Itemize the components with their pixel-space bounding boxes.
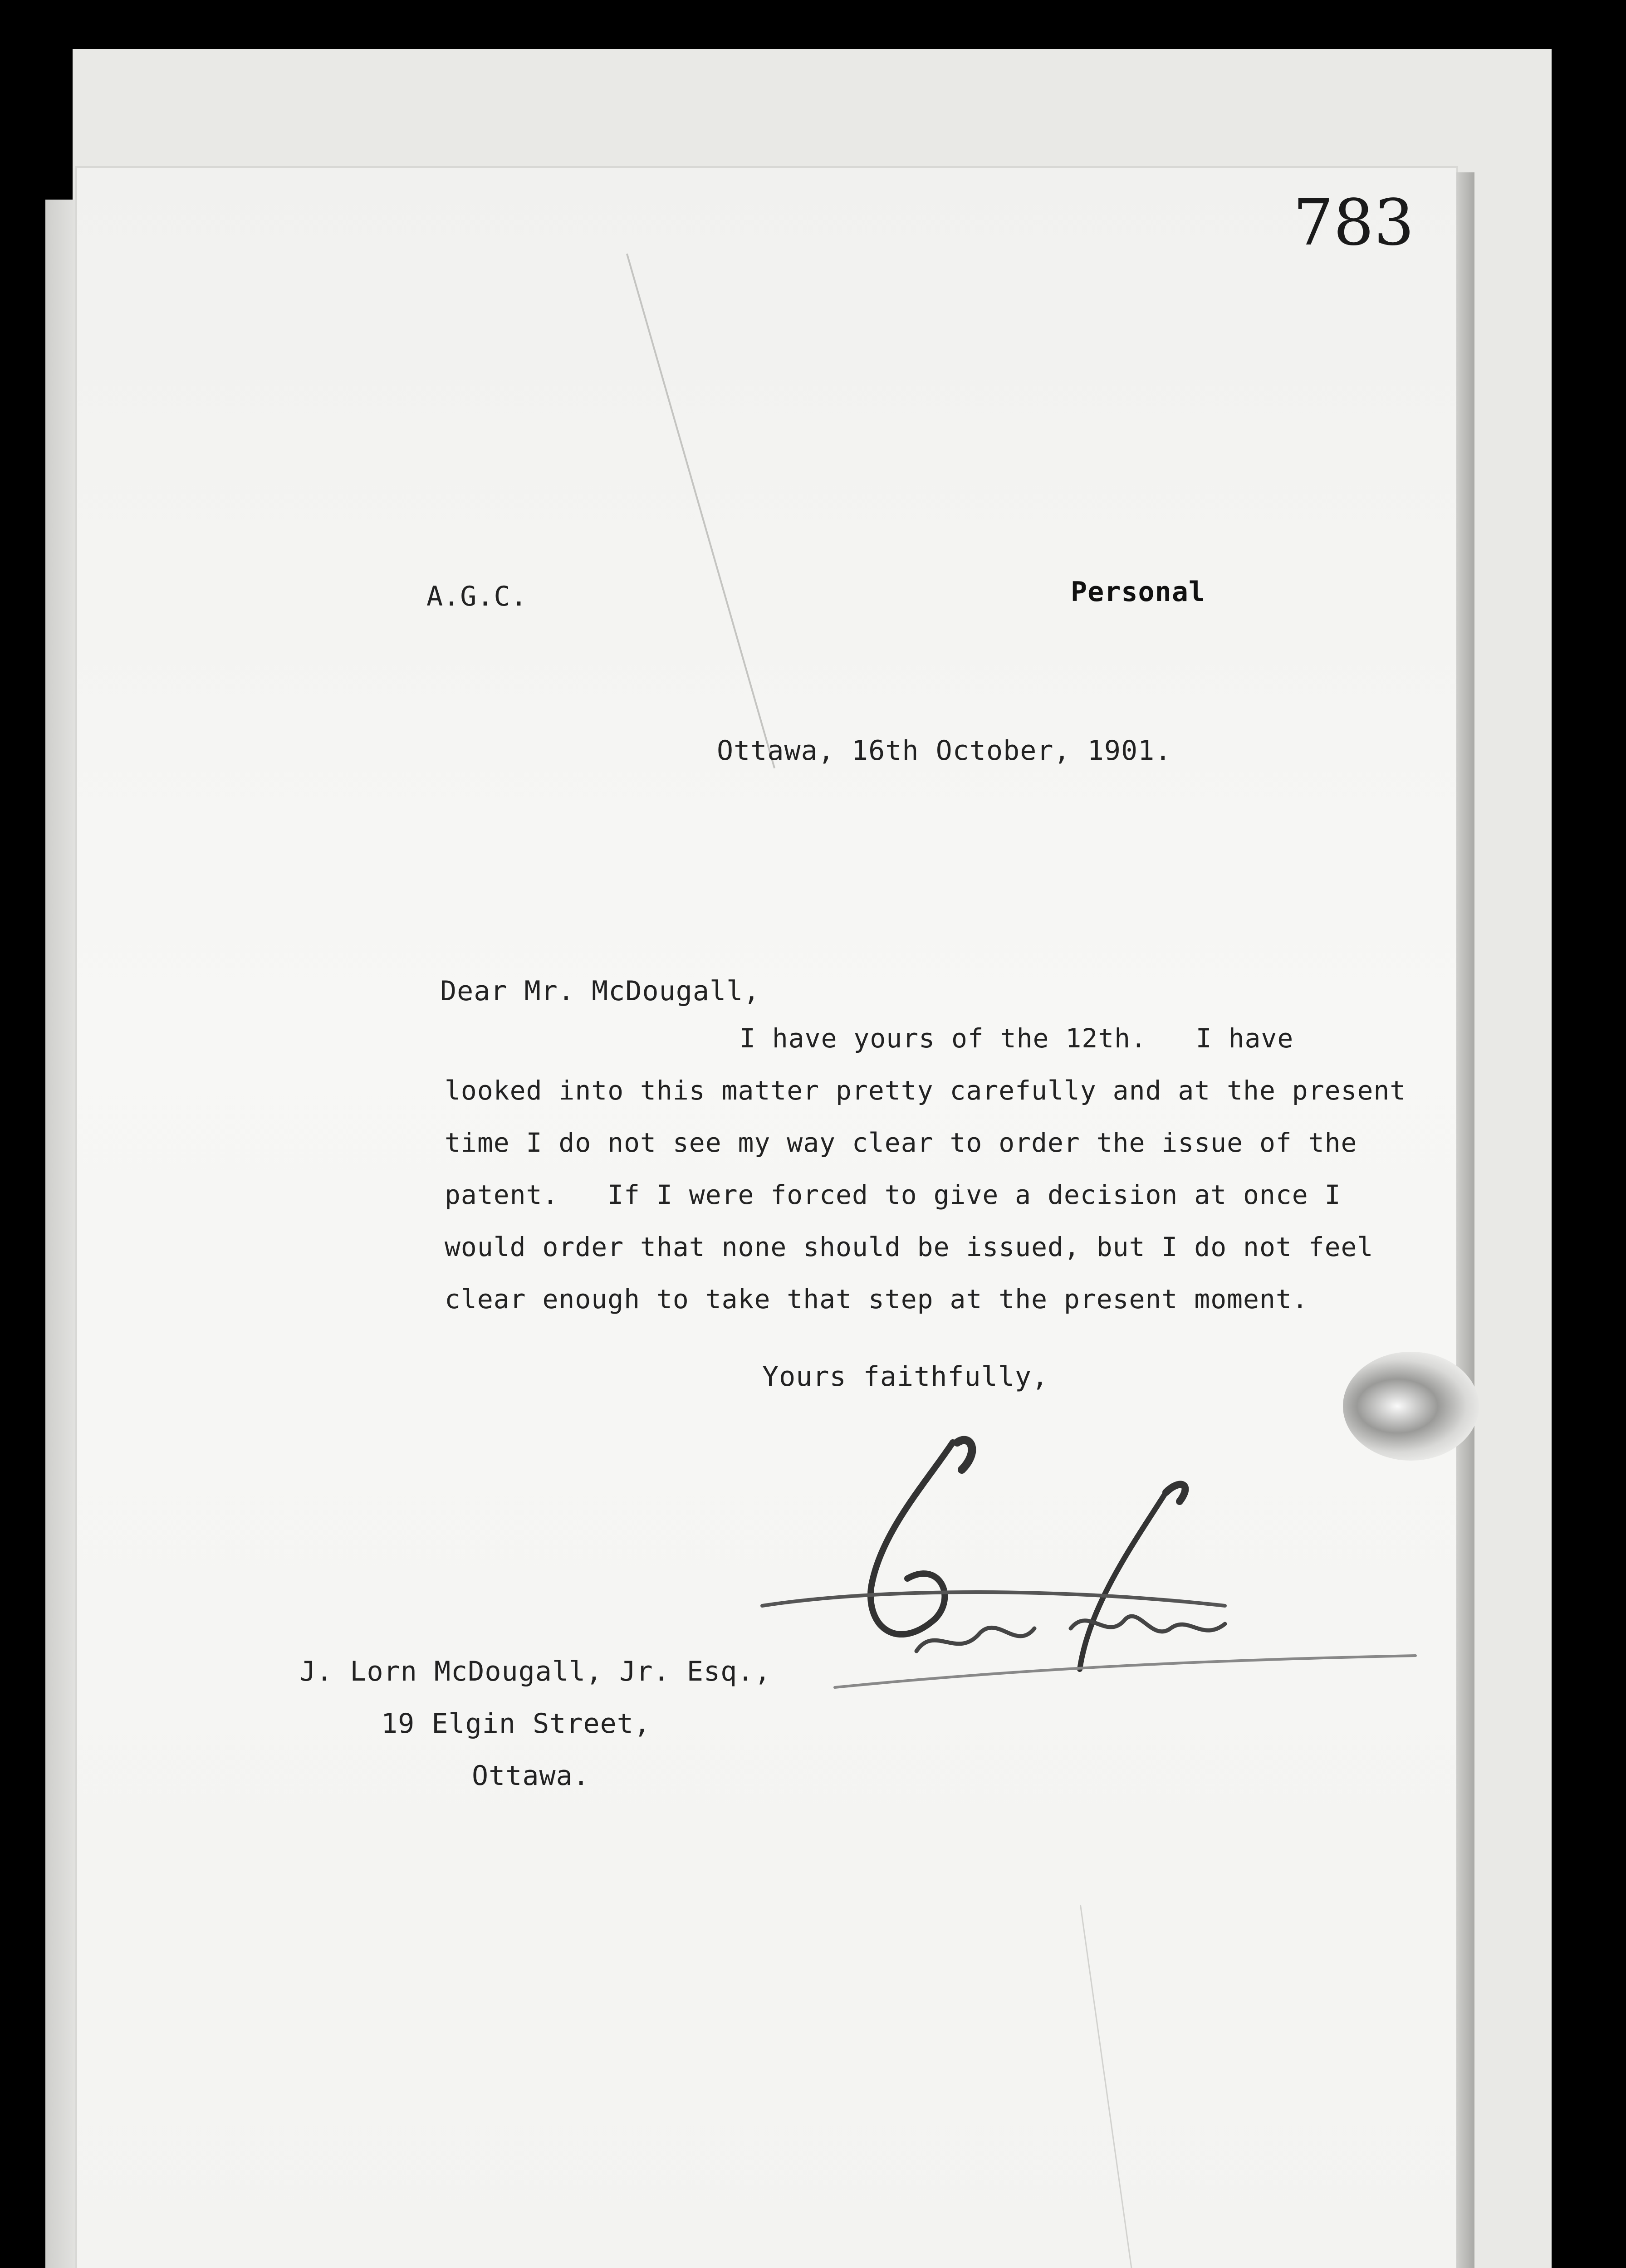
body-line: I have yours of the 12th. I have <box>740 1023 1294 1054</box>
body-line: patent. If I were forced to give a decision at once I <box>445 1179 1341 1210</box>
body-line: would order that none should be issued, but I do not feel <box>445 1232 1374 1262</box>
handwritten-signature <box>744 1415 1434 1724</box>
closing: Yours faithfully, <box>762 1361 1049 1393</box>
addressee-city: Ottawa. <box>472 1760 590 1792</box>
letter-page <box>77 168 1456 2268</box>
personal-marking: Personal <box>1071 576 1205 608</box>
reference-code: A.G.C. <box>426 581 528 612</box>
addressee-street: 19 Elgin Street, <box>381 1708 651 1740</box>
page-number: 783 <box>1293 186 1415 260</box>
body-line: looked into this matter pretty carefully and at the present <box>445 1075 1406 1106</box>
place-and-date: Ottawa, 16th October, 1901. <box>717 735 1172 767</box>
body-line: clear enough to take that step at the present moment. <box>445 1284 1308 1315</box>
salutation: Dear Mr. McDougall, <box>440 975 760 1007</box>
body-line: time I do not see my way clear to order the issue of the <box>445 1127 1357 1158</box>
addressee-name: J. Lorn McDougall, Jr. Esq., <box>299 1656 771 1687</box>
page-right-edge <box>1456 172 1474 2268</box>
